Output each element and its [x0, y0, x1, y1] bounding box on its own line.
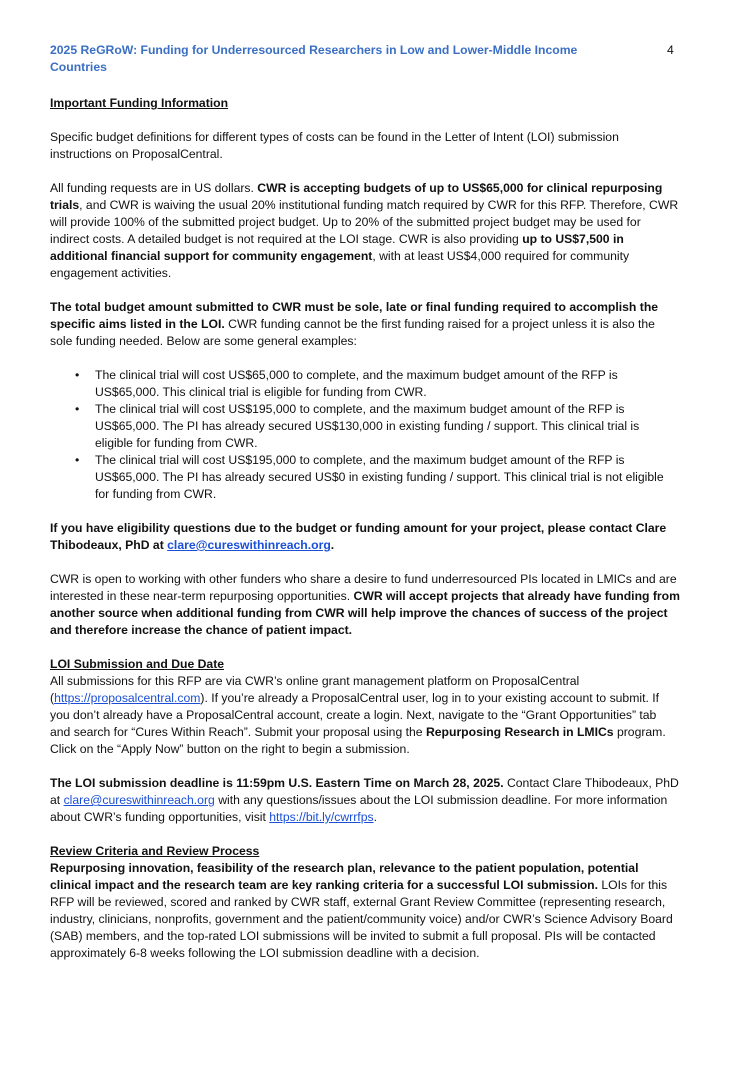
- bold-text: .: [330, 538, 335, 552]
- bullet-icon: •: [75, 368, 80, 382]
- section-funding-info: [50, 95, 680, 112]
- paragraph: [50, 775, 680, 826]
- proposalcentral-link[interactable]: https://proposalcentral.com: [54, 691, 201, 705]
- list-item: [75, 401, 680, 452]
- paragraph-text: Contact Clare Thibodeaux, PhD at: [50, 776, 679, 807]
- examples-list: [50, 367, 680, 503]
- bold-text: Repurposing innovation, feasibility of the research plan, relevance to the patient population, potential clinical impact and the research team are key ranking criteria for a successful LOI submission.: [50, 861, 639, 892]
- section-loi-submission: [50, 656, 680, 758]
- list-item: [75, 367, 680, 401]
- bold-text: up to US$7,500 in additional financial support for community engagement: [50, 232, 624, 263]
- section-heading: LOI Submission and Due Date: [50, 657, 225, 671]
- paragraph-text: ). If you’re already a ProposalCentral user, log in to your existing account to submit. If you don’t already have a ProposalCentral account, create a login. Next, navigate to the “Grant Opportunities” tab and search for “Cures Within Reach”. Submit your proposal using the: [50, 691, 660, 739]
- paragraph-text: , with at least US$4,000 required for community engagement activities.: [50, 249, 630, 280]
- bold-text: CWR is accepting budgets of up to US$65,000 for clinical repurposing trials: [50, 181, 663, 212]
- list-item: [75, 452, 680, 503]
- document-body: [50, 95, 680, 962]
- bold-text: The total budget amount submitted to CWR must be sole, late or final funding required to accomplish the specific aims listed in the LOI.: [50, 300, 659, 331]
- bullet-icon: •: [75, 453, 80, 467]
- paragraph-text: with any questions/issues about the LOI submission deadline. For more information about CWR’s funding opportunities, visit: [50, 793, 668, 824]
- paragraph-text: All funding requests are in US dollars.: [50, 181, 258, 195]
- section-heading: Review Criteria and Review Process: [50, 844, 260, 858]
- paragraph-text: LOIs for this RFP will be reviewed, scored and ranked by CWR staff, external Grant Review Committee (representing research, industry, clinicians, nonprofits, government and the patient/community voice) and/or CWR’s Science Advisory Board (SAB) members, and the top-rated LOI submissions will be invited to submit a full proposal. PIs will be contacted approximately 6-8 weeks following the LOI submission deadline with a decision.: [50, 878, 673, 960]
- section-heading: Important Funding Information: [50, 96, 229, 110]
- running-header: 2025 ReGRoW: Funding for Underresourced Researchers in Low and Lower-Middle Income Countries: [50, 43, 578, 74]
- list-item-text: The clinical trial will cost US$65,000 to complete, and the maximum budget amount of the RFP is US$65,000. This clinical trial is eligible for funding from CWR.: [95, 368, 618, 399]
- list-item-text: The clinical trial will cost US$195,000 to complete, and the maximum budget amount of the RFP is US$65,000. The PI has already secured US$0 in existing funding / support. This clinical trial is not eligible for funding from CWR.: [95, 453, 664, 501]
- bold-text: Repurposing Research in LMICs: [425, 725, 614, 739]
- section-review-criteria: [50, 843, 680, 962]
- paragraph-text: Specific budget definitions for different types of costs can be found in the Letter of Intent (LOI) submission instructions on ProposalCentral.: [50, 130, 619, 161]
- page-number: 4: [667, 43, 674, 57]
- email-link[interactable]: clare@cureswithinreach.org: [63, 793, 215, 807]
- list-item-text: The clinical trial will cost US$195,000 to complete, and the maximum budget amount of the RFP is US$65,000. The PI has already secured US$130,000 in existing funding / support. This clinical trial is eligible for funding from CWR.: [95, 402, 640, 450]
- paragraph: [50, 180, 680, 282]
- paragraph-text: .: [373, 810, 377, 824]
- rfps-link[interactable]: https://bit.ly/cwrrfps: [269, 810, 374, 824]
- paragraph-text: , and CWR is waiving the usual 20% institutional funding match required by CWR for this RFP. Therefore, CWR will provide 100% of the submitted project budget. Up to 20% of the submitted project budget may be used for indirect costs. A detailed budget is not required at the LOI stage. CWR is also providing: [50, 198, 679, 246]
- bold-text: If you have eligibility questions due to the budget or funding amount for your project, please contact Clare Thibodeaux, PhD at: [50, 521, 667, 552]
- bold-text: CWR will accept projects that already have funding from another source when additional funding from CWR will help improve the chances of success of the project and therefore increase the chance of patient impact.: [50, 589, 680, 637]
- paragraph: [50, 299, 680, 350]
- bullet-icon: •: [75, 402, 80, 416]
- paragraph-text: program. Click on the “Apply Now” button on the right to begin a submission.: [50, 725, 666, 756]
- paragraph: [50, 129, 680, 163]
- paragraph-text: All submissions for this RFP are via CWR’s online grant management platform on ProposalCentral (: [50, 674, 580, 705]
- email-link[interactable]: clare@cureswithinreach.org: [167, 538, 331, 552]
- paragraph-text: CWR is open to working with other funders who share a desire to fund underresourced PIs located in LMICs and are interested in these near-term repurposing opportunities.: [50, 572, 677, 603]
- paragraph: [50, 520, 680, 554]
- paragraph-text: CWR funding cannot be the first funding raised for a project unless it is also the sole funding needed. Below are some general examples:: [50, 317, 655, 348]
- bold-text: The LOI submission deadline is 11:59pm U.S. Eastern Time on March 28, 2025.: [50, 776, 504, 790]
- paragraph: [50, 571, 680, 639]
